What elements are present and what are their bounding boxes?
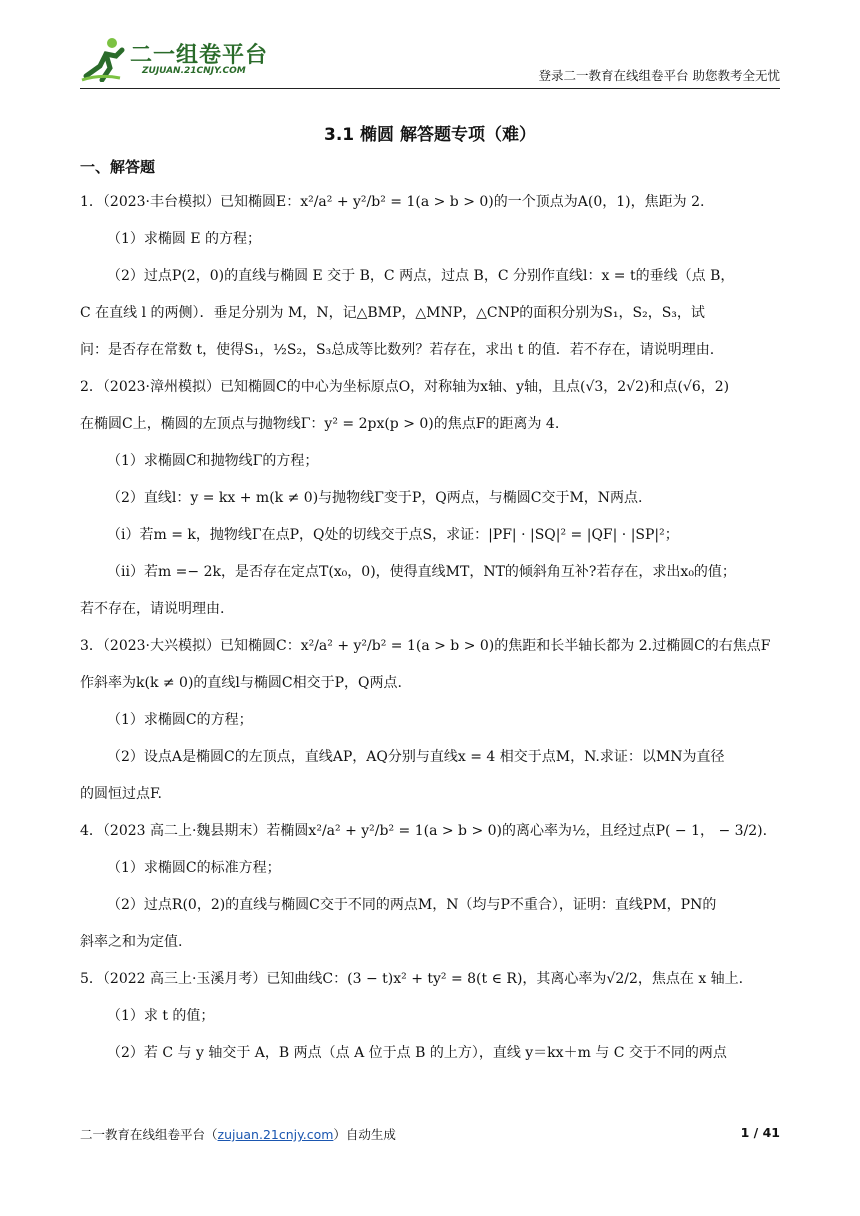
logo-domain: ZUJUAN.21CNJY.COM (142, 66, 246, 76)
question-list (80, 188, 780, 1076)
header-divider (80, 88, 780, 89)
question-2-part-2: （2）直线l：y = kx + m(k ≠ 0)与抛物线Γ变于P，Q两点，与椭圆C交于M，N两点. (107, 490, 643, 506)
question-5-stem: 5．（2022 高三上·玉溪月考）已知曲线C：(3 − t)x² + ty² = 8(t ∈ R)，其离心率为√2/2，焦点在 x 轴上. (80, 971, 744, 987)
question-1-stem: 1．（2023·丰台模拟）已知椭圆E：x²/a² + y²/b² = 1(a > b > 0)的一个顶点为A(0，1)，焦距为 2. (80, 194, 705, 210)
question-4-part-2-cont: 斜率之和为定值. (80, 934, 183, 950)
question-2-part-2-ii-cont: 若不存在，请说明理由. (80, 601, 225, 617)
runner-logo-icon (80, 36, 128, 82)
section-heading: 一、解答题 (80, 158, 156, 176)
footer-suffix: ）自动生成 (333, 1127, 396, 1142)
question-4-part-2: （2）过点R(0，2)的直线与椭圆C交于不同的两点M，N（均与P不重合），证明：直线PM，PN的 (107, 897, 717, 913)
question-5-part-1: （1）求 t 的值； (107, 1008, 215, 1024)
question-1-part-2-cont: C 在直线 l 的两侧）．垂足分别为 M，N，记△BMP，△MNP，△CNP的面积分别为S₁，S₂，S₃，试 (80, 305, 705, 321)
logo-text: 二一组卷平台 (130, 43, 269, 68)
question-2-part-2-ii: （ii）若m =− 2k，是否存在定点T(x₀，0)，使得直线MT，NT的倾斜角互补?若存在，求出x₀的值； (107, 564, 736, 580)
question-5-part-2: （2）若 C 与 y 轴交于 A，B 两点（点 A 位于点 B 的上方），直线 y＝kx＋m 与 C 交于不同的两点 (107, 1045, 727, 1061)
page-number: 1 / 41 (740, 1125, 780, 1140)
page-header (80, 34, 780, 90)
question-3-stem: 3．（2023·大兴模拟）已知椭圆C：x²/a² + y²/b² = 1(a > b > 0)的焦距和长半轴长都为 2.过椭圆C的右焦点F (80, 638, 771, 654)
question-2-stem-cont: 在椭圆C上，椭圆的左顶点与抛物线Γ：y² = 2px(p > 0)的焦点F的距离为 4. (80, 416, 560, 432)
footer-prefix: 二一教育在线组卷平台（ (80, 1127, 218, 1142)
question-3-part-2-cont: 的圆恒过点F. (80, 786, 162, 802)
logo (80, 34, 280, 84)
page-title: 3.1 椭圆 解答题专项（难） (324, 125, 536, 145)
question-2-part-1: （1）求椭圆C和抛物线Γ的方程； (107, 453, 319, 469)
question-3-stem-cont: 作斜率为k(k ≠ 0)的直线l与椭圆C相交于P，Q两点. (80, 675, 402, 691)
question-4-part-1: （1）求椭圆C的标准方程； (107, 860, 281, 876)
question-3-part-2: （2）设点A是椭圆C的左顶点，直线AP，AQ分别与直线x = 4 相交于点M，N.求证：以MN为直径 (107, 749, 725, 765)
question-4-stem: 4．（2023 高二上·魏县期末）若椭圆x²/a² + y²/b² = 1(a > b > 0)的离心率为½，且经过点P( − 1， − 3/2). (80, 823, 768, 839)
question-2-part-2-i: （i）若m = k，抛物线Γ在点P，Q处的切线交于点S，求证：|PF| · |SQ|² = |QF| · |SP|²； (107, 527, 679, 543)
question-1-part-2: （2）过点P(2，0)的直线与椭圆 E 交于 B，C 两点，过点 B，C 分别作直线l：x = t的垂线（点 B， (107, 268, 735, 284)
footer-link[interactable]: zujuan.21cnjy.com (217, 1127, 334, 1142)
question-1-part-2-cont: 问：是否存在常数 t，使得S₁，½S₂，S₃总成等比数列？若存在，求出 t 的值．若不存在，请说明理由. (80, 342, 715, 358)
question-3-part-1: （1）求椭圆C的方程； (107, 712, 253, 728)
header-slogan: 登录二一教育在线组卷平台 助您教考全无忧 (538, 68, 780, 83)
question-1-part-1: （1）求椭圆 E 的方程； (107, 231, 262, 247)
footer-credit (80, 1125, 396, 1143)
question-2-stem: 2．（2023·漳州模拟）已知椭圆C的中心为坐标原点O，对称轴为x轴、y轴，且点(√3，2√2)和点(√6，2) (80, 379, 730, 395)
